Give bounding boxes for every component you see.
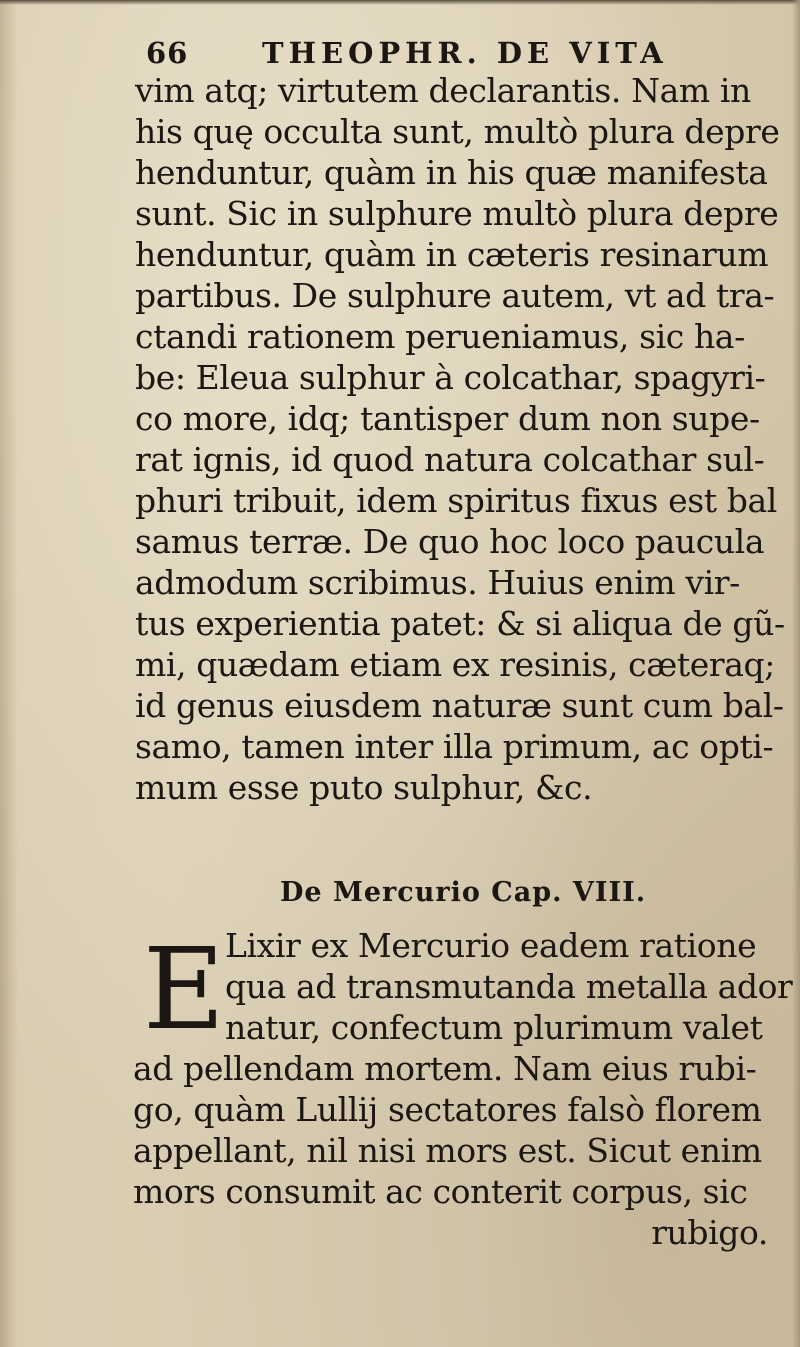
chapter-text	[133, 926, 793, 1254]
catchword: rubigo.	[651, 1213, 768, 1252]
text-line: Lixir ex Mercurio eadem ratione	[225, 926, 757, 965]
paragraph-text	[135, 70, 785, 808]
text-line: co more, idq; tantisper dum non supe-	[135, 399, 760, 438]
text-line: mi, quædam etiam ex resinis, cæteraq;	[135, 645, 775, 684]
text-line: ad pellendam mortem. Nam eius rubi-	[133, 1049, 757, 1088]
page-number: 66	[146, 36, 189, 70]
text-line: mors consumit ac conterit corpus, sic	[133, 1172, 748, 1211]
text-line: samo, tamen inter illa primum, ac opti-	[135, 727, 774, 766]
text-line: qua ad transmutanda metalla ador	[225, 967, 793, 1006]
text-line: id genus eiusdem naturæ sunt cum bal-	[135, 686, 784, 725]
drop-cap: E	[143, 925, 225, 1055]
text-line: his quę occulta sunt, multò plura depre	[135, 112, 780, 151]
text-line: appellant, nil nisi mors est. Sicut enim	[133, 1131, 762, 1170]
page-top-edge	[0, 0, 800, 5]
text-line: go, quàm Lullij sectatores falsò florem	[133, 1090, 762, 1129]
text-line: rat ignis, id quod natura colcathar sul-	[135, 440, 765, 479]
text-line: samus terræ. De quo hoc loco paucula	[135, 522, 765, 561]
text-line: ctandi rationem perueniamus, sic ha-	[135, 317, 745, 356]
text-line: phuri tribuit, idem spiritus fixus est bal	[135, 481, 777, 520]
text-line: sunt. Sic in sulphure multò plura depre	[135, 194, 779, 233]
text-line: natur, confectum plurimum valet	[225, 1008, 763, 1047]
page-right-edge	[792, 0, 800, 1347]
text-line: admodum scribimus. Huius enim vir-	[135, 563, 740, 602]
text-line: mum esse puto sulphur, &c.	[135, 768, 593, 807]
chapter-heading: De Mercurio Cap. VIII.	[280, 877, 647, 908]
text-line: henduntur, quàm in cæteris resinarum	[135, 235, 769, 274]
text-line: be: Eleua sulphur à colcathar, spagyri-	[135, 358, 766, 397]
text-line: henduntur, quàm in his quæ manifesta	[135, 153, 768, 192]
text-line: vim atq; virtutem declarantis. Nam in	[135, 71, 751, 110]
text-line: tus experientia patet: & si aliqua de gũ-	[135, 604, 785, 643]
running-title: THEOPHR. DE VITA	[262, 36, 668, 70]
text-line: partibus. De sulphure autem, vt ad tra-	[135, 276, 775, 315]
